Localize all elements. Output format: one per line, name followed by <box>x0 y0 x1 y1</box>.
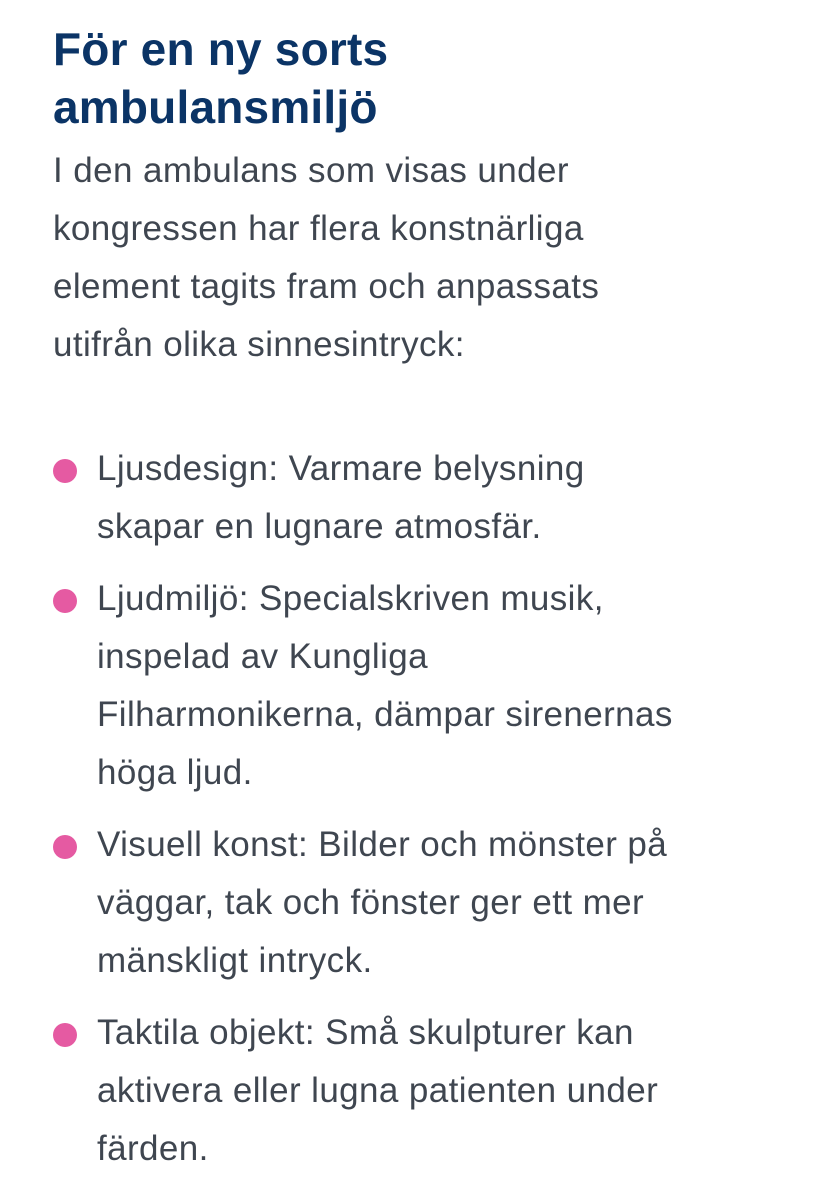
list-item-ljudmiljo <box>53 570 793 802</box>
intro-line: element tagits fram och anpassats <box>53 267 600 306</box>
bullet-dot-icon <box>53 1023 77 1047</box>
bullet-dot-icon <box>53 835 77 859</box>
feature-list <box>53 440 793 1178</box>
bullet-line: aktivera eller lugna patienten under <box>97 1071 659 1110</box>
bullet-line: Taktila objekt: Små skulpturer kan <box>97 1013 634 1052</box>
bullet-line: mänskligt intryck. <box>97 941 373 980</box>
list-item-ljusdesign <box>53 440 793 556</box>
article <box>53 20 793 1192</box>
bullet-line: Filharmonikerna, dämpar sirenernas <box>97 695 673 734</box>
bullet-line: inspelad av Kungliga <box>97 637 429 676</box>
bullet-line: höga ljud. <box>97 753 253 792</box>
bullet-line: Ljudmiljö: Specialskriven musik, <box>97 579 604 618</box>
list-item-taktila-objekt <box>53 1004 793 1178</box>
heading-line: För en ny sorts <box>53 23 389 75</box>
heading-line: ambulansmiljö <box>53 81 378 133</box>
bullet-dot-icon <box>53 459 77 483</box>
intro-line: I den ambulans som visas under <box>53 151 569 190</box>
bullet-line: Ljusdesign: Varmare belysning <box>97 449 585 488</box>
list-item-visuell-konst <box>53 816 793 990</box>
intro-paragraph <box>53 142 793 374</box>
bullet-line: väggar, tak och fönster ger ett mer <box>97 883 645 922</box>
bullet-line: skapar en lugnare atmosfär. <box>97 507 542 546</box>
bullet-line: Visuell konst: Bilder och mönster på <box>97 825 668 864</box>
intro-line: utifrån olika sinnesintryck: <box>53 325 465 364</box>
bullet-dot-icon <box>53 589 77 613</box>
bullet-line: färden. <box>97 1129 209 1168</box>
article-heading <box>53 20 793 136</box>
intro-line: kongressen har flera konstnärliga <box>53 209 584 248</box>
